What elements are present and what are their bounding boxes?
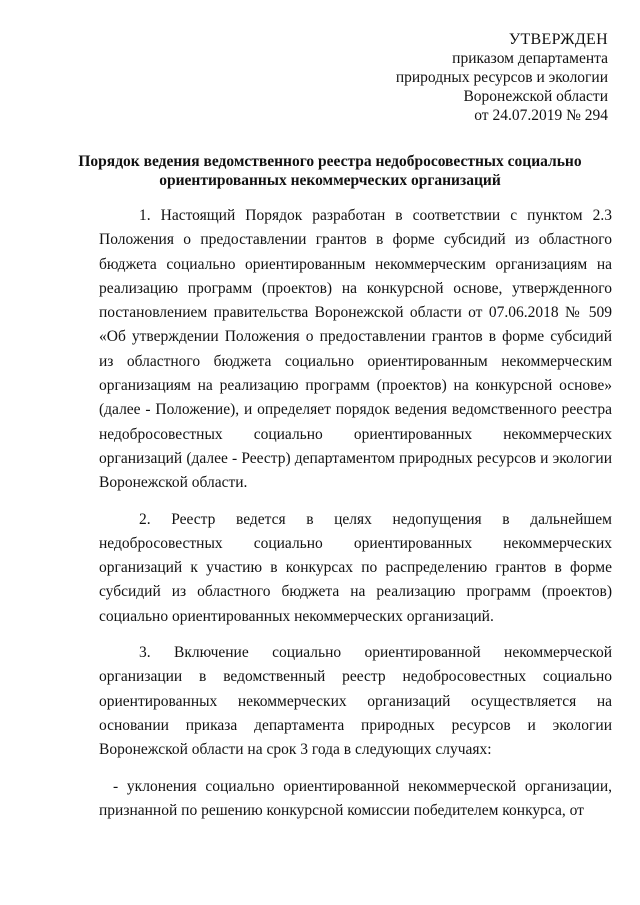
approval-heading: УТВЕРЖДЕН	[508, 31, 608, 48]
document-title	[60, 152, 600, 190]
approval-line-1: приказом департамента	[452, 50, 608, 67]
paragraph-4: - уклонения социально ориентированной некоммерческой организации, признанной по решению конкурсной комиссии победителем конкурса, от	[99, 777, 612, 819]
paragraph-3: 3. Включение социально ориентированной некоммерческой организации в ведомственный реестр недобросовестных социально ориентированных некоммерческих организаций осуществляется на основании приказа департамента природных ресурсов и экологии Воронежской области на срок 3 года в следующих случаях:	[99, 644, 612, 759]
paragraph-1: 1. Настоящий Порядок разработан в соответствии с пунктом 2.3 Положения о предоставлении грантов в форме субсидий из областного бюджета социально ориентированным некоммерческим организациям на реализацию программ (проектов) на конкурсной основе, утвержденного постановлением правительства Воронежской области от 07.06.2018 № 509 «Об утверждении Положения о предоставлении грантов в форме субсидий из областного бюджета социально ориентированным некоммерческим организациям на реализацию программ (проектов) на конкурсной основе» (далее - Положение), и определяет порядок ведения ведомственного реестра недобросовестных социально ориентированных некоммерческих организаций (далее - Реестр) департаментом природных ресурсов и экологии Воронежской области.	[99, 207, 612, 492]
title-line-1: Порядок ведения ведомственного реестра недобросовестных социально	[78, 153, 582, 170]
approval-line-4: от 24.07.2019 № 294	[474, 107, 608, 124]
paragraph-2: 2. Реестр ведется в целях недопущения в дальнейшем недобросовестных социально ориентированных некоммерческих организаций к участию в конкурсах по распределению грантов в форме субсидий из областного бюджета на реализацию программ (проектов) социально ориентированных некоммерческих организаций.	[99, 510, 612, 625]
approval-line-3: Воронежской области	[463, 88, 608, 105]
approval-line-2: природных ресурсов и экологии	[395, 69, 608, 86]
document-body	[99, 204, 612, 835]
title-line-2: ориентированных некоммерческих организаций	[159, 172, 501, 189]
approval-block	[396, 30, 608, 125]
